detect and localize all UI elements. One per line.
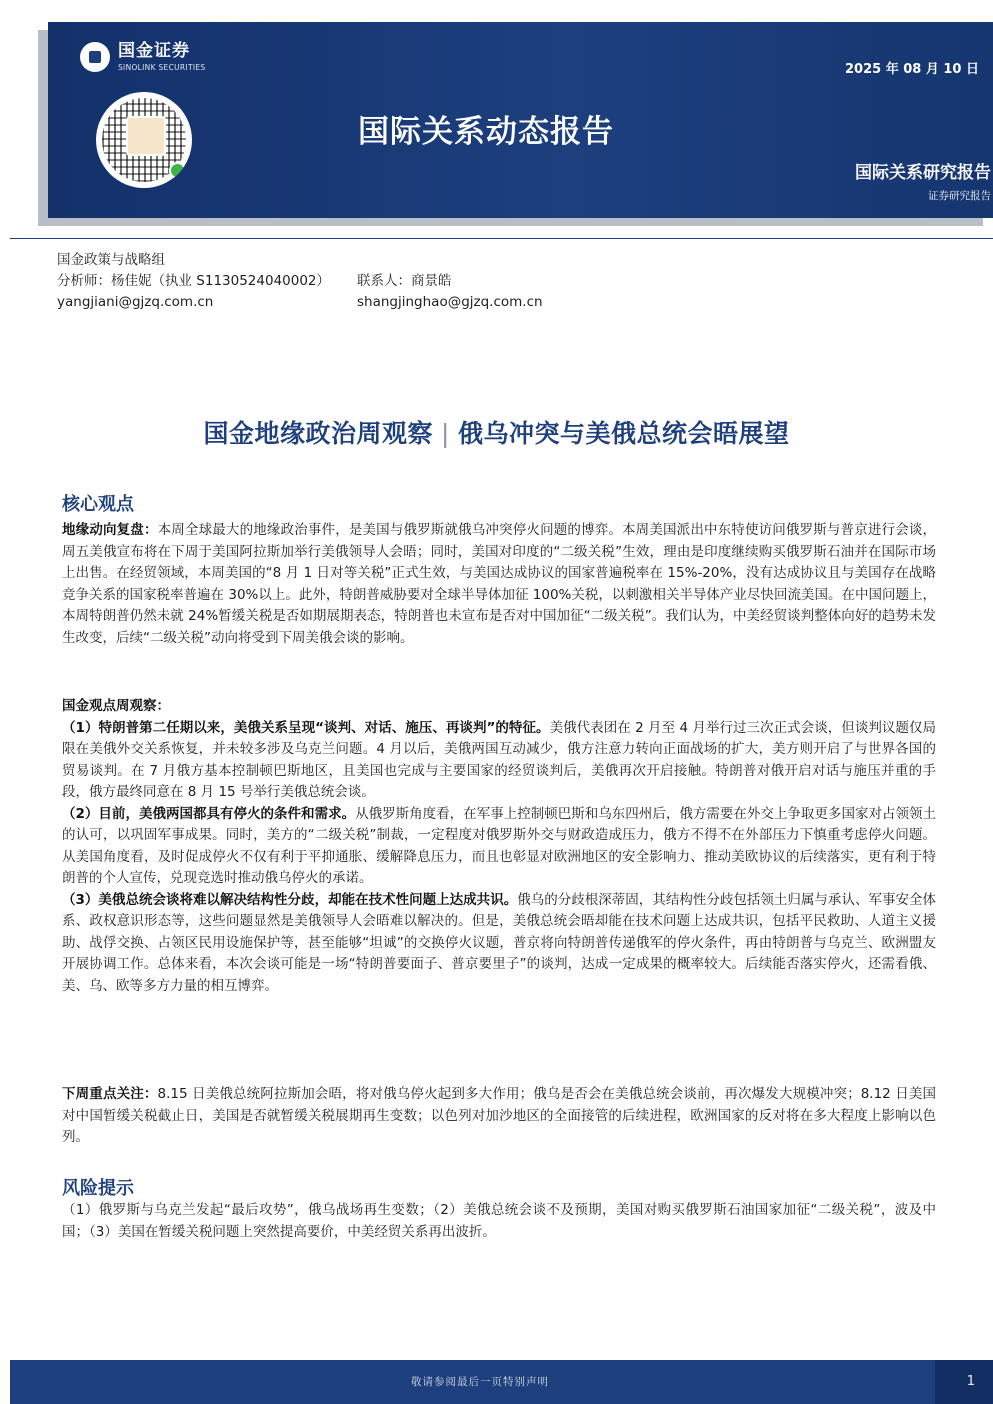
report-type-title: 国际关系动态报告 (358, 114, 614, 150)
header-divider (10, 238, 993, 239)
observation-item (62, 890, 936, 998)
footer-disclaimer: 敬请参阅最后一页特别声明 (411, 1376, 549, 1388)
observation-item (62, 718, 936, 804)
risk-paragraph (62, 1200, 936, 1243)
analyst-info (57, 250, 543, 313)
observation-lead: （2）目前，美俄两国都具有停火的条件和需求。 (62, 805, 356, 822)
logo-name-en: SINOLINK SECURITIES (118, 62, 206, 72)
observation-lead: （3）美俄总统会谈将难以解决结构性分歧，却能在技术性问题上达成共识。 (62, 891, 518, 908)
logo-icon (80, 42, 110, 72)
contact-name: 联系人：商景皓 (357, 273, 452, 289)
observation-text: 美俄代表团在 2 月至 4 月举行过三次正式会谈，但谈判议题仅局限在美俄外交关系恢复，并未较多涉及乌克兰问题。4 月以后，美俄两国互动减少，俄方注意力转向正面战场的扩大，美方则开启了与世界各国的贸易谈判。在 7 月俄方基本控制顿巴斯地区，且美国也完成与主要国家的经贸谈判后，美俄再次开启接触。特朗普对俄开启对话与施压并重的手段，俄方最终同意在 8 月 15 号举行美俄总统会谈。 (62, 719, 937, 800)
risk-text: （1）俄罗斯与乌克兰发起“最后攻势”，俄乌战场再生变数；（2）美俄总统会谈不及预期，美国对购买俄罗斯石油国家加征“二级关税”，波及中国；（3）美国在暂缓关税问题上突然提高要价，中美经贸关系再出波折。 (62, 1202, 936, 1240)
next-week-paragraph (62, 1084, 936, 1149)
contact-email-link[interactable]: shangjinghao@gjzq.com.cn (357, 294, 543, 310)
research-group: 国金政策与战略组 (57, 252, 165, 268)
title-separator: | (441, 419, 450, 448)
observations-section (62, 696, 936, 997)
next-week-lead: 下周重点关注： (62, 1086, 158, 1102)
next-week-text: 8.15 日美俄总统阿拉斯加会晤，将对俄乌停火起到多大作用；俄乌是否会在美俄总统会谈前，再次爆发大规模冲突；8.12 日美国对中国暂缓关税截止日，美国是否就暂缓关税展期再生变数；以色列对加沙地区的全面接管的后续进程，欧洲国家的反对将在多大程度上影响以色列。 (62, 1086, 936, 1145)
mini-program-badge-icon (169, 162, 186, 179)
title-part-2: 俄乌冲突与美俄总统会晤展望 (457, 419, 790, 448)
observation-text: 俄乌的分歧根深蒂固，其结构性分歧包括领土归属与承认、军事安全体系、政权意识形态等，这些问题显然是美俄领导人会晤难以解决的。但是，美俄总统会晤却能在技术问题上达成共识，包括平民救助、人道主义援助、战俘交换、占领区民用设施保护等，甚至能够“坦诚”的交换停火议题，普京将向特朗普传递俄军的停火条件，再由特朗普与乌克兰、欧洲盟友开展协调工作。总体来看，本次会谈可能是一场“特朗普要面子、普京要里子”的谈判，达成一定成果的概率较大。后续能否落实停火，还需看俄、美、乌、欧等多方力量的相互博弈。 (62, 891, 936, 994)
core-view-paragraph (62, 520, 936, 649)
page-number-box (935, 1360, 993, 1404)
document-title (0, 414, 993, 450)
core-view-heading: 核心观点 (62, 494, 134, 515)
page-footer (10, 1360, 993, 1404)
page-number: 1 (966, 1374, 975, 1389)
core-view-text: 本周全球最大的地缘政治事件，是美国与俄罗斯就俄乌冲突停火问题的博弈。本周美国派出中东特使访问俄罗斯与普京进行会谈，周五美俄宣布将在下周于美国阿拉斯加举行美俄领导人会晤；同时，美国对印度的“二级关税”生效，理由是印度继续购买俄罗斯石油并在国际市场上出售。在经贸领域，本周美国的“8 月 1 日对等关税”正式生效，与美国达成协议的国家普遍税率在 15%-20%，没有达成协议且与美国存在战略竞争关系的国家税率普遍在 30%以上。此外，特朗普威胁要对全球半导体加征 100%关税，以刺激相关半导体产业尽快回流美国。在中国问题上，本周特朗普仍然未就 24%暂缓关税是否如期展期表态，特朗普也未宣布是否对中国加征“二级关税”。我们认为，中美经贸谈判整体向好的趋势未发生改变，后续“二级关税”动向将受到下周美俄会谈的影响。 (62, 522, 937, 646)
analyst-name: 分析师：杨佳妮（执业 S1130524040002） (57, 273, 331, 289)
observation-text: 从俄罗斯角度看，在军事上控制顿巴斯和乌东四州后，俄方需要在外交上争取更多国家对占领领土的认可，以巩固军事成果。同时，美方的“二级关税”制裁，一定程度对俄罗斯外交与财政造成压力，俄方不得不在外部压力下慎重考虑停火问题。从美国角度看，及时促成停火不仅有利于平抑通胀、缓解降息压力，而且也彰显对欧洲地区的安全影响力、推动美欧协议的后续落实，更有利于特朗普的个人宣传，兑现竞选时推动俄乌停火的承诺。 (62, 805, 936, 886)
title-part-1: 国金地缘政治周观察 (203, 419, 434, 448)
core-view-lead: 地缘动向复盘： (62, 522, 158, 538)
company-logo (80, 42, 205, 72)
report-category: 国际关系研究报告 (855, 163, 991, 183)
observation-lead: （1）特朗普第二任期以来，美俄关系呈现“谈判、对话、施压、再谈判”的特征。 (62, 719, 550, 736)
report-subcategory: 证券研究报告 (928, 190, 991, 202)
risk-heading: 风险提示 (62, 1178, 134, 1199)
logo-name-cn: 国金证券 (118, 40, 190, 61)
analyst-email-link[interactable]: yangjiani@gjzq.com.cn (57, 294, 214, 310)
report-date: 2025 年 08 月 10 日 (845, 62, 979, 77)
qr-code-icon (96, 92, 192, 188)
observation-item (62, 804, 936, 890)
report-header (48, 22, 993, 218)
observations-heading: 国金观点周观察： (62, 698, 170, 714)
